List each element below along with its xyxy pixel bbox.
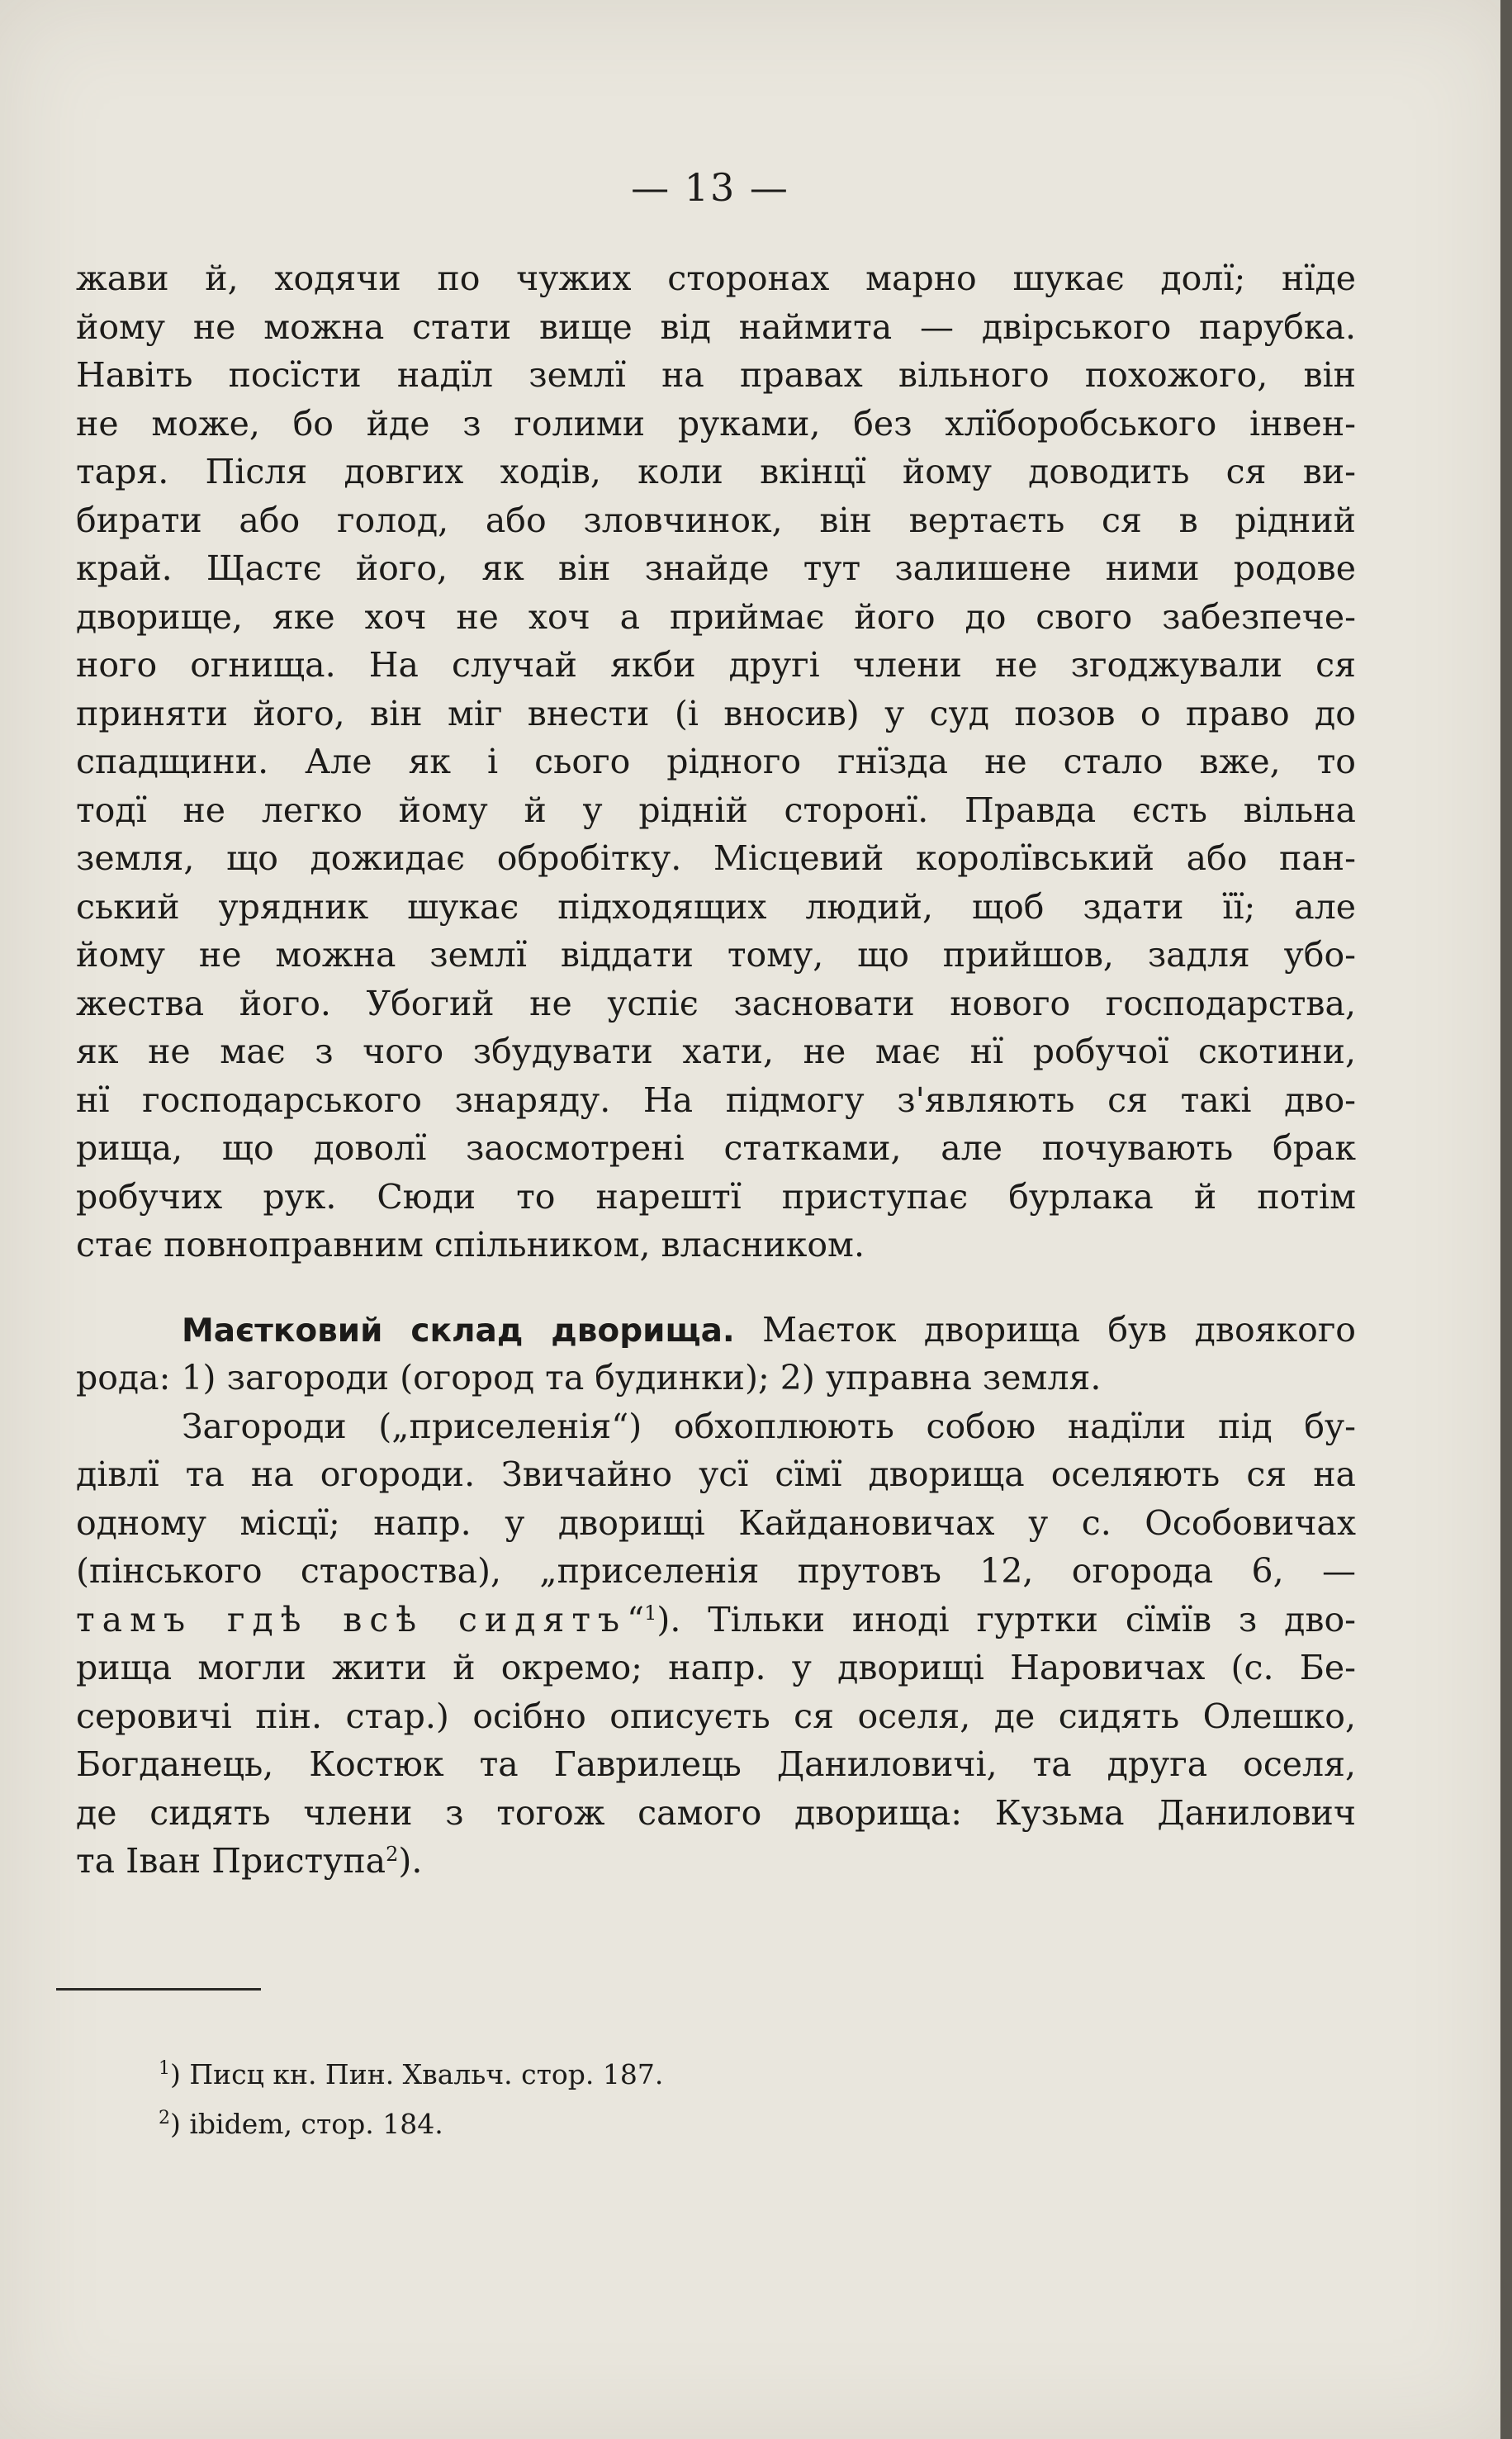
paragraph-3 <box>76 1402 1356 1886</box>
text-line: спадщини. Але як і сього рідного гнїзда не стало вже, то <box>76 742 1356 781</box>
footnote-1 <box>159 2058 663 2090</box>
quote-close: “ <box>627 1599 645 1639</box>
text-line: серовичі пін. стар.) осібно описуєть ся оселя, де сидять Олешко, <box>76 1696 1356 1736</box>
text-line: рища могли жити й окремо; напр. у дворищі Наровичах (с. Бе- <box>76 1648 1356 1687</box>
page-body <box>76 254 1356 1886</box>
text-line: (пінського староства), „приселенія прутовъ 12, огорода 6, — <box>76 1551 1356 1591</box>
spaced-quote: тамъ гдѣ всѣ сидятъ <box>76 1599 628 1639</box>
paragraph-2 <box>76 1306 1356 1402</box>
text-line: таря. Після довгих ходів, коли вкінцї йому доводить ся ви- <box>76 452 1356 491</box>
footnote-text: ) ibidem, стор. 184. <box>170 2108 443 2140</box>
text-line: приняти його, він міг внести (і вносив) у суд позов о право до <box>76 693 1356 733</box>
text-line: дворище, яке хоч не хоч а приймає його до свого забезпече- <box>76 596 1356 637</box>
text-line: Загороди („приселенія“) обхоплюють собою надїли під бу- <box>182 1406 1356 1446</box>
text-line: жави й, ходячи по чужих сторонах марно шукає долї; нїде <box>76 259 1356 298</box>
text-line: йому не можна землї віддати тому, що прийшов, задля убо- <box>76 935 1356 975</box>
text-line: нї господарського знаряду. На підмогу з'являють ся такі дво- <box>76 1080 1356 1120</box>
text-line: тодї не легко йому й у рідній сторонї. Правда єсть вільна <box>76 790 1356 830</box>
footnote-mark: 2 <box>159 2108 170 2128</box>
final-line-end: ). <box>398 1841 423 1881</box>
text-line: ський урядник шукає підходящих людий, щоб здати її; але <box>76 886 1356 927</box>
text-line: йому не можна стати вище від наймита — двірського парубка. <box>76 306 1356 347</box>
text-line: де сидять члени з тогож самого дворища: Кузьма Данилович <box>76 1792 1356 1833</box>
footnote-2 <box>159 2108 443 2140</box>
footnote-ref-2[interactable]: 2 <box>386 1843 399 1866</box>
text-line: бирати або голод, або зловчинок, він вертаєть ся в рідний <box>76 500 1356 540</box>
section-heading: Маєтковий склад дворища. <box>182 1312 735 1350</box>
footnote-divider <box>56 1988 261 1991</box>
quote-line-rest: ). Тільки иноді гуртки сїмїв з дво- <box>656 1599 1356 1639</box>
footnote-text: ) Писц кн. Пин. Хвальч. стор. 187. <box>170 2058 664 2090</box>
text-line: Богданець, Костюк та Гаврилець Даниловичі, та друга оселя, <box>76 1744 1356 1784</box>
text-line: як не має з чого збудувати хати, не має нї робучої скотини, <box>76 1032 1356 1071</box>
text-line: ного огнища. На случай якби другі члени не згоджували ся <box>76 645 1356 685</box>
text-line: рода: 1) загороди (огород та будинки); 2) управна земля. <box>76 1358 1102 1397</box>
paragraph-gap <box>76 1269 1356 1306</box>
final-line <box>76 1837 1356 1886</box>
text-line: не може, бо йде з голими руками, без хлїборобського інвен- <box>76 403 1356 444</box>
quote-line <box>76 1596 1356 1644</box>
text-line: дівлї та на огороди. Звичайно усї сїмї дворища оселяють ся на <box>76 1454 1356 1494</box>
section-first-line <box>76 1306 1356 1355</box>
page-edge <box>1500 0 1512 2439</box>
section-line-rest: Маєток дворища був двоякого <box>734 1309 1356 1350</box>
final-line-text: та Іван Приступа <box>76 1841 386 1881</box>
text-line: земля, що дожидає обробітку. Місцевий королївський або пан- <box>76 838 1356 878</box>
footnote-ref-1[interactable]: 1 <box>644 1601 657 1625</box>
page-number: — 13 — <box>631 165 789 210</box>
text-line: жества його. Убогий не успіє засновати нового господарства, <box>76 983 1356 1023</box>
text-line: одному місцї; напр. у дворищі Кайдановичах у с. Особовичах <box>76 1502 1356 1543</box>
footnote-mark: 1 <box>159 2058 170 2079</box>
text-line: робучих рук. Сюди то нарештї приступає бурлака й потім <box>76 1176 1356 1217</box>
text-line: рища, що доволї заосмотрені статками, але почувають брак <box>76 1128 1356 1168</box>
text-line: Навіть посїсти надїл землї на правах вільного похожого, він <box>76 355 1356 395</box>
text-line: край. Щастє його, як він знайде тут залишене ними родове <box>76 548 1356 588</box>
text-line: стає повноправним спільником, власником. <box>76 1225 865 1265</box>
paragraph-1 <box>76 254 1356 1269</box>
